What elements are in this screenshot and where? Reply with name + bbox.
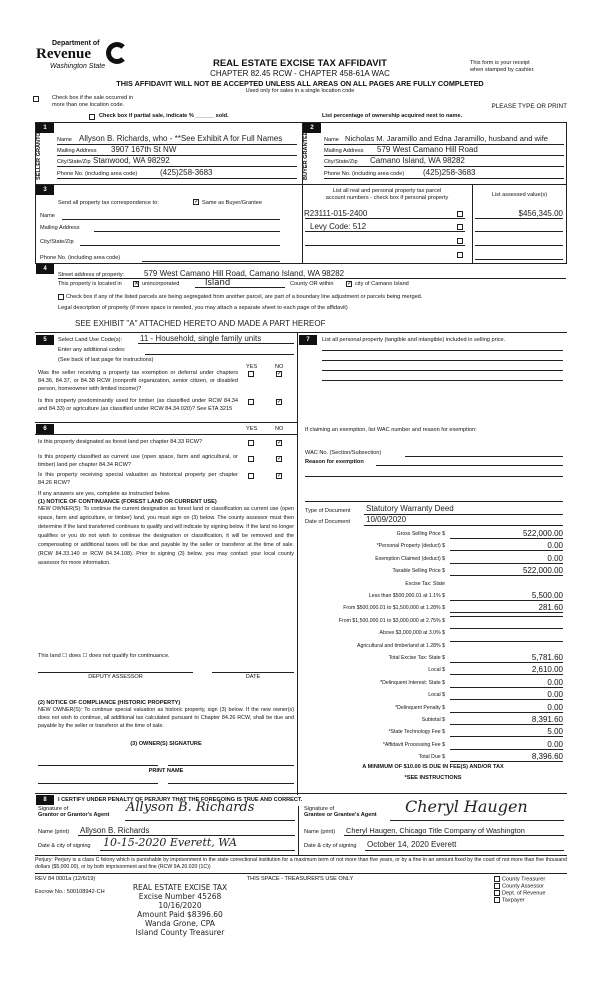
field-label: Mailing Address xyxy=(57,148,97,154)
tax-row-label: Local $ xyxy=(428,692,445,699)
field-line xyxy=(305,231,465,232)
grantee-date-city[interactable]: October 14, 2020 Everett xyxy=(367,840,457,849)
personal-property-line[interactable] xyxy=(322,370,563,371)
q1-yes-checkbox[interactable] xyxy=(248,371,254,377)
current-use-question: Is this property classified as current use (open space, farm and agricultural, or timber) land per chapter 84.34 RCW? xyxy=(38,454,238,468)
unincorporated-checkbox[interactable]: ✕ xyxy=(134,281,140,287)
tax-row-value[interactable]: 0.00 xyxy=(450,740,563,750)
divider xyxy=(35,422,297,423)
field-line xyxy=(125,820,295,821)
exemption-question: Was the seller receiving a property tax exemption or deferral under chapters 84.36, 84.37, or 84.38 RCW (nonprofit organization, senior citizen, or disabled person, homeowner with limited income)? xyxy=(38,370,238,392)
field-line xyxy=(138,343,294,344)
field-line xyxy=(475,245,563,246)
field-line xyxy=(475,218,563,219)
date-label: DATE xyxy=(245,674,261,680)
logo-state: Washington State xyxy=(50,63,106,70)
treasurer-name: Wanda Grone, CPA xyxy=(145,919,215,928)
field-label: City/State/Zip xyxy=(57,159,91,165)
personal-property-label: List all personal property (tangible and intangible) included in selling price. xyxy=(322,337,506,343)
tax-row-value[interactable]: 5.00 xyxy=(450,727,563,737)
copy-label: Taxpayer xyxy=(502,897,525,904)
deputy-assessor-label: DEPUTY ASSESSOR xyxy=(88,674,143,680)
personal-property-line[interactable] xyxy=(322,350,563,351)
tax-row-label: Exemption Claimed (deduct) $ xyxy=(375,555,445,562)
field-line xyxy=(305,245,465,246)
see-instructions: *SEE INSTRUCTIONS xyxy=(404,775,462,781)
qualify-continuance: This land ☐ does ☐ does not qualify for continuance. xyxy=(38,653,170,659)
tax-row-label: Subtotal $ xyxy=(421,717,445,723)
copy-checkbox[interactable] xyxy=(494,897,500,903)
tax-row-label: Total Excise Tax: State $ xyxy=(388,655,445,661)
owner-signature-label: (3) OWNER(S) SIGNATURE xyxy=(130,741,202,747)
receipt-note: This form is your receipt xyxy=(470,60,530,66)
field-line xyxy=(475,231,563,232)
multi-location-label: Check box if the sale occurred in xyxy=(52,95,134,101)
treasurer-stamp xyxy=(100,883,260,937)
tax-row-value[interactable]: 8,396.60 xyxy=(450,752,563,762)
section-number: 8 xyxy=(36,795,54,805)
tax-row-value[interactable] xyxy=(450,641,563,642)
additional-codes-label: Enter any additional codes: xyxy=(58,347,126,353)
land-use-label: Select Land Use Code(s): xyxy=(58,337,123,343)
q2-yes-checkbox[interactable] xyxy=(248,399,254,405)
stamp-line: REAL ESTATE EXCISE TAX xyxy=(132,883,228,892)
field-line xyxy=(365,850,564,851)
tax-row-label: Less than $500,000.01 at 1.1% $ xyxy=(368,593,445,599)
legal-description[interactable]: SEE EXHIBIT "A" ATTACHED HERETO AND MADE A PART HEREOF xyxy=(75,319,326,328)
tax-row-value[interactable]: 0.00 xyxy=(450,690,563,700)
additional-codes-field[interactable] xyxy=(145,354,294,355)
deputy-signature-line[interactable] xyxy=(38,672,193,673)
field-label: Name (print) xyxy=(304,829,336,835)
grantor-name[interactable]: Allyson B. Richards xyxy=(80,826,150,835)
buyer-address[interactable]: 579 West Camano Hill Road xyxy=(377,145,478,154)
copy-label: County Treasurer xyxy=(502,876,546,883)
street-label: Street address of property: xyxy=(58,272,125,278)
field-label: Phone No. (including area code) xyxy=(57,171,138,177)
tax-row-label: From $500,000.01 to $1,500,000 at 1.28% $ xyxy=(343,605,445,612)
excise-number: Excise Number 45268 xyxy=(138,892,222,901)
seller-name[interactable]: Allyson B. Richards, who - **See Exhibit A for Full Names xyxy=(79,134,283,143)
field-line xyxy=(57,178,297,179)
field-label: Name xyxy=(40,213,55,219)
correspondence-address-field[interactable] xyxy=(94,231,280,232)
q1-no-checkbox[interactable]: ✓ xyxy=(277,371,283,377)
form-title: REAL ESTATE EXCISE TAX AFFIDAVIT xyxy=(212,58,387,69)
owner-signature-line[interactable] xyxy=(168,765,294,766)
field-line xyxy=(475,259,563,260)
historic-question: Is this property receiving special valuation as historical property per chapter 84.26 RCW? xyxy=(38,472,238,486)
correspondence-label: Send all property tax correspondence to: xyxy=(58,200,159,206)
print-name-line[interactable] xyxy=(168,783,294,784)
divider xyxy=(298,806,299,855)
owner-signature-line[interactable] xyxy=(38,765,158,766)
stamp-date: 10/16/2020 xyxy=(158,901,202,910)
copy-checkbox[interactable] xyxy=(494,890,500,896)
tax-row-value[interactable]: 522,000.00 xyxy=(450,566,563,576)
buyer-side-label: BUYER GRANTEE xyxy=(303,131,309,180)
field-label: Date & city of signing xyxy=(38,843,91,849)
county-field[interactable]: Island xyxy=(205,278,231,288)
field-line xyxy=(324,166,564,167)
buyer-name[interactable]: Nicholas M. Jaramillo and Edna Jaramillo, husband and wife xyxy=(345,134,549,143)
logo-dept: Department of xyxy=(52,40,100,47)
field-label: Signature of xyxy=(304,806,335,812)
personal-property-checkbox[interactable] xyxy=(457,224,463,230)
certify-statement: I CERTIFY UNDER PENALTY OF PERJURY THAT THE FOREGOING IS TRUE AND CORRECT. xyxy=(58,797,303,803)
tax-row-label: *Delinquent Penalty $ xyxy=(395,704,445,711)
field-label: City/State/Zip xyxy=(40,239,74,245)
field-line xyxy=(390,820,564,821)
land-use-code[interactable]: 11 - Household, single family units xyxy=(140,334,262,343)
section-number: 5 xyxy=(36,335,54,345)
seller-address[interactable]: 3907 167th St NW xyxy=(111,145,177,154)
if-yes-note: If any answers are yes, complete as instructed below. xyxy=(38,491,171,497)
no-header: NO xyxy=(275,364,284,370)
same-as-buyer-checkbox[interactable]: ✓ xyxy=(194,199,200,205)
doc-type-label: Type of Document xyxy=(305,508,351,514)
field-label: Name (print) xyxy=(38,829,70,835)
print-name-label: PRINT NAME xyxy=(148,768,184,774)
grantor-signature[interactable]: Allyson B. Richards xyxy=(126,800,255,815)
section-number: 1 xyxy=(36,123,54,133)
forest-no-checkbox[interactable]: ✓ xyxy=(277,440,283,446)
personal-property-checkbox[interactable] xyxy=(457,252,463,258)
notice-compliance-title: (2) NOTICE OF COMPLIANCE (HISTORIC PROPERTY) xyxy=(38,700,181,706)
treasurer-use-label: THIS SPACE - TREASURER'S USE ONLY xyxy=(246,876,354,882)
assessed-header: List assessed value(s) xyxy=(491,192,548,198)
tax-row-value[interactable] xyxy=(450,616,563,617)
tax-row-label: *State Technology Fee $ xyxy=(388,729,445,736)
perjury-statement: Perjury: Perjury is a class C felony which is punishable by imprisonment in the state correctional institution for a maximum term of not more than five years, or by a fine in an amount fixed by the court of not more than five thousand dollars ($5,000.00), or by both imprisonment and fine (RCW 9A.20.020 (1C)) xyxy=(35,857,567,870)
tax-row-value[interactable]: 281.60 xyxy=(450,603,563,613)
q2-no-checkbox[interactable]: ✓ xyxy=(277,399,283,405)
single-location-note: Used only for sales in a single location code xyxy=(245,88,355,94)
field-label: Name xyxy=(324,137,339,143)
field-line xyxy=(195,287,285,288)
tax-row-label: Total Due $ xyxy=(418,754,445,761)
logo-revenue: Revenue xyxy=(36,46,91,62)
divider xyxy=(35,434,297,435)
segregated-label: Check box if any of the listed parcels are being segregated from another parcel, are part of a boundary line adjustment or parcels being merged. xyxy=(66,294,423,300)
wac-label: WAC No. (Section/Subsection) xyxy=(305,450,382,456)
escrow-number: Escrow No.: 500108942-CH xyxy=(35,889,105,895)
divider xyxy=(305,501,563,502)
tax-row-value[interactable] xyxy=(450,628,563,629)
notice-compliance-text: NEW OWNER(S): To continue special valuation as historic property, sign (3) below. If the new owner(s) does not wish to continue, all additional tax calculated pursuant to Chapter 84.26 RCW, shall be due and payable by the seller or transferor at the time of sale. xyxy=(38,707,294,729)
copy-checkbox[interactable] xyxy=(494,876,500,882)
located-label: This property is located in xyxy=(58,281,122,287)
treasurer-title: Island County Treasurer xyxy=(135,928,225,937)
parcel-number[interactable]: Levy Code: 512 xyxy=(310,222,367,231)
section-number: 2 xyxy=(303,123,321,133)
tax-row-label: Gross Selling Price $ xyxy=(396,531,445,537)
receipt-note: when stamped by cashier. xyxy=(470,67,535,73)
copy-label: Dept. of Revenue xyxy=(502,890,546,897)
section-number: 4 xyxy=(36,264,54,274)
current-use-no-checkbox[interactable]: ✓ xyxy=(277,456,283,462)
correspondence-phone-field[interactable] xyxy=(142,261,280,262)
field-label: Name xyxy=(57,137,72,143)
personal-property-line[interactable] xyxy=(322,380,563,381)
grantor-date-city[interactable]: 10-15-2020 Everett, WA xyxy=(103,836,237,849)
yes-header: YES xyxy=(246,426,258,432)
same-as-buyer-label: Same as Buyer/Grantee xyxy=(202,200,263,206)
reason-label: Reason for exemption xyxy=(305,459,364,465)
notice-continuance-text: NEW OWNER(S): To continue the current designation as forest land or classification as current use (open space, farm and agriculture, or timber) land, you must sign on (3) below. The county assessor must then determine if the land transferred continues to qualify and will indicate by signing below. If the land no longer qualifies or you do not wish to continue the designation or classification, it will be removed and the compensating or additional taxes will be due and payable by the seller or transferor at the time of sale. (RCW 84.33.140 or RCW 84.34.108). Prior to signing (3) below, you may contact your local county assessor for more information. xyxy=(38,506,294,566)
tax-row-value[interactable]: 0.00 xyxy=(450,554,563,564)
unincorporated-label: unincorporated xyxy=(142,281,180,287)
field-label: Phone No. (including area code) xyxy=(40,255,121,261)
forest-yes-checkbox[interactable] xyxy=(248,440,254,446)
tax-row-label: *Personal Property (deduct) $ xyxy=(376,543,445,550)
type-or-print: PLEASE TYPE OR PRINT xyxy=(491,103,567,110)
tax-row-label: Excise Tax: State xyxy=(405,580,445,587)
city-checkbox[interactable]: ✓ xyxy=(347,281,353,287)
buyer-phone[interactable]: (425)258-3683 xyxy=(423,168,476,177)
tax-row-value[interactable]: 2,610.00 xyxy=(450,665,563,675)
seller-side-label: SELLER GRANTOR xyxy=(36,128,42,180)
correspondence-city-field[interactable] xyxy=(80,245,280,246)
tax-row-value[interactable]: 0.00 xyxy=(450,678,563,688)
field-line xyxy=(57,144,297,145)
historic-no-checkbox[interactable]: ✓ xyxy=(277,473,283,479)
multi-location-checkbox[interactable] xyxy=(33,96,39,102)
field-line xyxy=(57,166,297,167)
field-line xyxy=(305,218,465,219)
tax-row-value[interactable]: 8,391.60 xyxy=(450,715,563,725)
field-label: Grantor or Grantor's Agent xyxy=(38,812,110,818)
tax-row-value[interactable]: 522,000.00 xyxy=(450,529,563,539)
tax-row-label: From $1,500,000.01 to $3,000,000 at 2.75% $ xyxy=(338,617,445,624)
segregated-checkbox[interactable] xyxy=(58,294,64,300)
tax-row-label: Above $3,000,000 at 3.0% $ xyxy=(379,630,445,637)
copy-label: County Assessor xyxy=(502,883,544,890)
tax-row-label: Local $ xyxy=(428,667,445,674)
tax-row-label: Taxable Selling Price $ xyxy=(392,568,445,575)
parcel-number[interactable]: R23111-015-2400 xyxy=(304,209,368,218)
notice-continuance-title: (1) NOTICE OF CONTINUANCE (FOREST LAND OR CURRENT USE) xyxy=(38,499,217,505)
divider xyxy=(35,332,567,333)
yes-header: YES xyxy=(246,364,258,370)
property-street[interactable]: 579 West Camano Hill Road, Camano Island, WA 98282 xyxy=(144,269,345,278)
field-line xyxy=(324,178,564,179)
no-header: NO xyxy=(275,426,284,432)
wac-field[interactable] xyxy=(405,456,563,457)
field-label: Mailing Address xyxy=(40,225,80,231)
field-line xyxy=(364,525,563,526)
doc-date[interactable]: 10/09/2020 xyxy=(366,515,407,524)
form-revision: REV 84 0001a (12/6/19) xyxy=(35,876,96,882)
buyer-city[interactable]: Camano Island, WA 98282 xyxy=(370,156,465,165)
doc-date-label: Date of Document xyxy=(305,519,351,525)
reason-field[interactable] xyxy=(376,465,563,466)
divider xyxy=(35,873,567,874)
reason-field[interactable] xyxy=(305,476,563,477)
section-number: 3 xyxy=(36,185,54,195)
field-line xyxy=(58,278,566,279)
amount-paid: Amount Paid $8396.60 xyxy=(137,910,223,919)
tax-row-value[interactable]: 5,500.00 xyxy=(450,591,563,601)
doc-type[interactable]: Statutory Warranty Deed xyxy=(366,504,454,513)
see-back-note: (See back of last page for instructions) xyxy=(58,357,154,363)
tax-row-label: *Affidavit Processing Fee $ xyxy=(382,741,445,748)
form-subtitle: CHAPTER 82.45 RCW - CHAPTER 458-61A WAC xyxy=(210,69,390,78)
exemption-label: If claiming an exemption, list WAC number and reason for exemption: xyxy=(305,427,477,433)
seller-city[interactable]: Stanwood, WA 98292 xyxy=(93,156,170,165)
minimum-due-note: A MINIMUM OF $10.00 IS DUE IN FEE(S) AND/OR TAX xyxy=(362,764,504,770)
assessed-value[interactable]: $456,345.00 xyxy=(518,209,563,218)
divider xyxy=(35,855,567,856)
current-use-yes-checkbox[interactable] xyxy=(248,456,254,462)
field-label: Signature of xyxy=(38,806,69,812)
divider xyxy=(35,793,567,794)
historic-yes-checkbox[interactable] xyxy=(248,473,254,479)
field-label: Phone No. (including area code) xyxy=(324,171,405,177)
partial-sale-checkbox[interactable] xyxy=(89,114,95,120)
field-line xyxy=(344,835,564,836)
completion-warning: THIS AFFIDAVIT WILL NOT BE ACCEPTED UNLESS ALL AREAS ON ALL PAGES ARE FULLY COMPLETED xyxy=(116,79,484,88)
correspondence-name-field[interactable] xyxy=(62,219,280,220)
timber-question: Is this property predominantly used for timber (as classified under RCW 84.34 and 84.33) or agriculture (as classified under RCW 84.34.020)? See ETA 3215 xyxy=(38,398,238,412)
divider xyxy=(297,333,298,795)
located-label: County OR within xyxy=(290,281,334,287)
deputy-date-line[interactable] xyxy=(212,672,294,673)
city-label: city of Camano Island xyxy=(355,281,409,287)
tax-row-value[interactable]: 0.00 xyxy=(450,703,563,713)
section-number: 7 xyxy=(299,335,317,345)
legal-label: Legal description of property (if more space is needed, you may attach a separate sheet to each page of the affidavit) xyxy=(58,305,348,311)
parcels-header: account numbers - check box if personal property xyxy=(325,195,449,201)
personal-property-checkbox[interactable] xyxy=(457,238,463,244)
tax-row-label: Agricultural and timberland at 1.28% $ xyxy=(357,642,445,649)
personal-property-line[interactable] xyxy=(322,360,563,361)
personal-property-checkbox[interactable] xyxy=(457,211,463,217)
grantee-signature[interactable]: Cheryl Haugen xyxy=(405,797,528,816)
tax-row-value[interactable]: 0.00 xyxy=(450,541,563,551)
field-line xyxy=(100,850,295,851)
print-name-line[interactable] xyxy=(38,783,158,784)
copy-checkbox[interactable] xyxy=(494,883,500,889)
field-label: City/State/Zip xyxy=(324,159,358,165)
seller-phone[interactable]: (425)258-3683 xyxy=(160,168,213,177)
tax-row-label: *Delinquent Interest: State $ xyxy=(380,679,445,686)
field-label: Mailing Address xyxy=(324,148,364,154)
partial-sale-label: Check box if partial sale, indicate % ______ sold. xyxy=(99,113,229,119)
multi-location-label: more than one location code. xyxy=(52,102,125,108)
grantee-name[interactable]: Cheryl Haugen, Chicago Title Company of Washington xyxy=(346,826,525,835)
section-number: 6 xyxy=(36,424,54,434)
ownership-note: List percentage of ownership acquired next to name. xyxy=(322,113,463,119)
tax-row-value[interactable]: 5,781.60 xyxy=(450,653,563,663)
divider xyxy=(35,184,567,185)
forest-question: Is this property designated as forest land per chapter 84.33 RCW? xyxy=(38,439,203,445)
field-label: Date & city of signing xyxy=(304,843,357,849)
parcels-header: List all real and personal property tax parcel xyxy=(332,188,442,194)
field-label: Grantee or Grantee's Agent xyxy=(304,812,377,818)
